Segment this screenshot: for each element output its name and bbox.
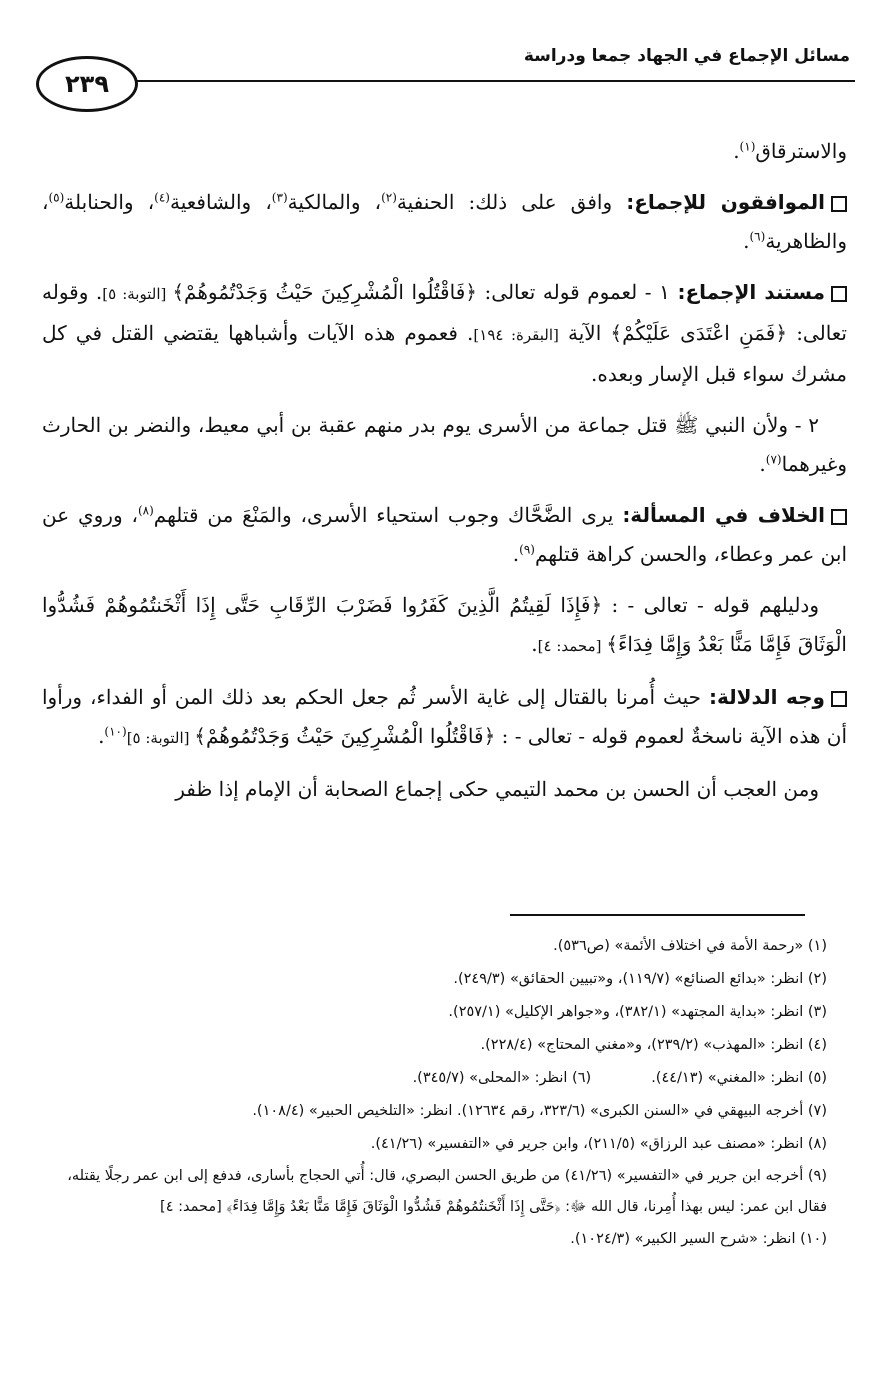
footnote-row-5-6 xyxy=(42,1062,827,1095)
paragraph-evidence xyxy=(42,586,847,666)
square-bullet-icon xyxy=(831,691,847,707)
footnote-9: (٩) أخرجه ابن جرير في «التفسير» (٤١/٢٦) من طريق الحسن البصري، قال: أُتي الحجاج بأسارى، فدفع إلى ابن عمر رجلًا يقتله، فقال ابن عمر: ليس بهذا أُمِرنا، قال الله ﷻ: ﴿حَتَّى إِذَا أَثْخَنتُمُوهُمْ فَشُدُّوا الْوَثَاقَ فَإِمَّا مَنًّا بَعْدُ وَإِمَّا فِدَاءً﴾ [محمد: ٤] xyxy=(67,1168,827,1215)
text: يرى الضَّحَّاك وجوب استحياء الأسرى، والمَنْعَ من قتلهم xyxy=(153,503,623,527)
text: ، والحنابلة xyxy=(64,190,155,214)
footnote-1: (١) «رحمة الأمة في اختلاف الأئمة» (ص٥٣٦). xyxy=(553,938,827,954)
footnote-ref: (٤) xyxy=(154,190,170,205)
paragraph-agreeing xyxy=(42,183,847,261)
section-lead: الخلاف في المسألة: xyxy=(622,503,826,527)
text: ، وروي عن ابن عمر وعطاء، والحسن كراهة قتلهم xyxy=(42,503,847,566)
quran-verse: ﴿فَاقْتُلُوا الْمُشْرِكِينَ حَيْثُ وَجَدْتُمُوهُمْ﴾ xyxy=(172,280,477,304)
quran-verse: ﴿فَاقْتُلُوا الْمُشْرِكِينَ حَيْثُ وَجَدْتُمُوهُمْ﴾ xyxy=(194,724,496,748)
text: حيث أُمرنا بالقتال إلى غاية الأسر ثُم جعل الحكم بعد ذلك المن أو الفداء، ورأوا أن هذه الآية ناسخةٌ لعموم قوله - تعالى - : xyxy=(42,685,847,748)
text: . xyxy=(98,724,105,748)
text: ٢ - ولأن النبي ﷺ قتل جماعة من الأسرى يوم بدر منهم عقبة بن أبي معيط، والنضر بن الحارث وغيرهما xyxy=(42,413,847,476)
section-lead: مستند الإجماع: xyxy=(677,280,825,304)
quran-verse: ﴿فَإِذَا لَقِيتُمُ الَّذِينَ كَفَرُوا فَضَرْبَ الرِّقَابِ حَتَّى إِذَا أَثْخَنتُمُوهُمْ فَشُدُّوا الْوَثَاقَ فَإِمَّا مَنًّا بَعْدُ وَإِمَّا فِدَاءً﴾ xyxy=(42,593,847,656)
square-bullet-icon xyxy=(831,196,847,212)
paragraph-basis xyxy=(42,273,847,394)
footnote-4: (٤) انظر: «المهذب» (٢٣٩/٢)، و«مغني المحتاج» (٢٢٨/٤). xyxy=(480,1037,827,1053)
footnote-2: (٢) انظر: «بدائع الصنائع» (١١٩/٧)، و«تبيين الحقائق» (٢٤٩/٣). xyxy=(453,971,827,987)
text: الآية xyxy=(558,321,611,345)
text: . xyxy=(512,542,520,566)
footnote-ref: (٩) xyxy=(519,542,535,557)
verse-source: [التوبة: ٥] xyxy=(102,285,173,303)
footnote-ref: (٣) xyxy=(271,190,288,205)
text: . xyxy=(743,229,750,253)
text: . xyxy=(531,632,538,656)
text: ، والمالكية xyxy=(287,190,382,214)
footnote-ref: (٦) xyxy=(749,229,766,244)
footnote-ref: (٨) xyxy=(137,503,154,518)
footnote-8: (٨) انظر: «مصنف عبد الرزاق» (٢١١/٥)، وابن جرير في «التفسير» (٤١/٢٦). xyxy=(370,1136,827,1152)
paragraph-last xyxy=(42,770,847,809)
main-text xyxy=(42,132,847,821)
section-lead: الموافقون للإجماع: xyxy=(626,190,825,214)
text: . xyxy=(733,139,740,163)
footnote-6: (٦) انظر: «المحلى» (٣٤٥/٧). xyxy=(412,1070,592,1086)
footnotes xyxy=(42,930,827,1256)
paragraph-basis-2 xyxy=(42,406,847,484)
paragraph-0 xyxy=(42,132,847,171)
verse-source: [محمد: ٤] xyxy=(537,637,607,655)
text: ، والشافعية xyxy=(169,190,272,214)
quran-verse: ﴿فَمَنِ اعْتَدَى عَلَيْكُمْ﴾ xyxy=(610,321,788,345)
header-rule xyxy=(120,80,855,82)
square-bullet-icon xyxy=(831,286,847,302)
paragraph-disagreement xyxy=(42,496,847,574)
footnote-7: (٧) أخرجه البيهقي في «السنن الكبرى» (٣٢٣/٦، رقم ١٢٦٣٤). انظر: «التلخيص الحبير» (١٠٨/٤). xyxy=(252,1103,827,1119)
footnote-ref: (١٠) xyxy=(104,724,127,739)
footnote-5: (٥) انظر: «المغني» (٤٤/١٣). xyxy=(651,1070,827,1086)
footnote-ref: (٥) xyxy=(48,190,65,205)
text: . فعموم هذه الآيات وأشباهها يقتضي القتل في كل مشرك سواء قبل الإسار وبعده. xyxy=(42,321,847,386)
footnote-3: (٣) انظر: «بداية المجتهد» (٣٨٢/١)، و«جواهر الإكليل» (٢٥٧/١). xyxy=(448,1004,827,1020)
footnote-ref: (١) xyxy=(739,139,756,154)
square-bullet-icon xyxy=(831,509,847,525)
section-lead: وجه الدلالة: xyxy=(708,685,825,709)
text: والاسترقاق xyxy=(755,139,847,163)
footnote-separator xyxy=(510,914,805,916)
text: ١ - لعموم قوله تعالى: xyxy=(476,280,678,304)
text: . xyxy=(759,452,766,476)
page-number: ٢٣٩ xyxy=(36,56,138,112)
text: . وقوله تعالى: xyxy=(42,280,848,345)
text: ومن العجب أن الحسن بن محمد التيمي حكى إجماع الصحابة أن الإمام إذا ظفر xyxy=(175,777,819,801)
verse-source: [التوبة: ٥] xyxy=(126,729,195,747)
verse-source: [البقرة: ١٩٤] xyxy=(473,326,559,344)
footnote-ref: (٢) xyxy=(381,190,397,205)
text: ودليلهم قوله - تعالى - : xyxy=(602,593,819,617)
text: وافق على ذلك: الحنفية xyxy=(396,190,627,214)
text: ، والظاهرية xyxy=(42,190,847,253)
running-title: مسائل الإجماع في الجهاد جمعا ودراسة xyxy=(523,46,850,66)
footnote-10: (١٠) انظر: «شرح السير الكبير» (١٠٢٤/٣). xyxy=(570,1231,827,1247)
paragraph-inference xyxy=(42,678,847,758)
footnote-ref: (٧) xyxy=(765,452,782,467)
